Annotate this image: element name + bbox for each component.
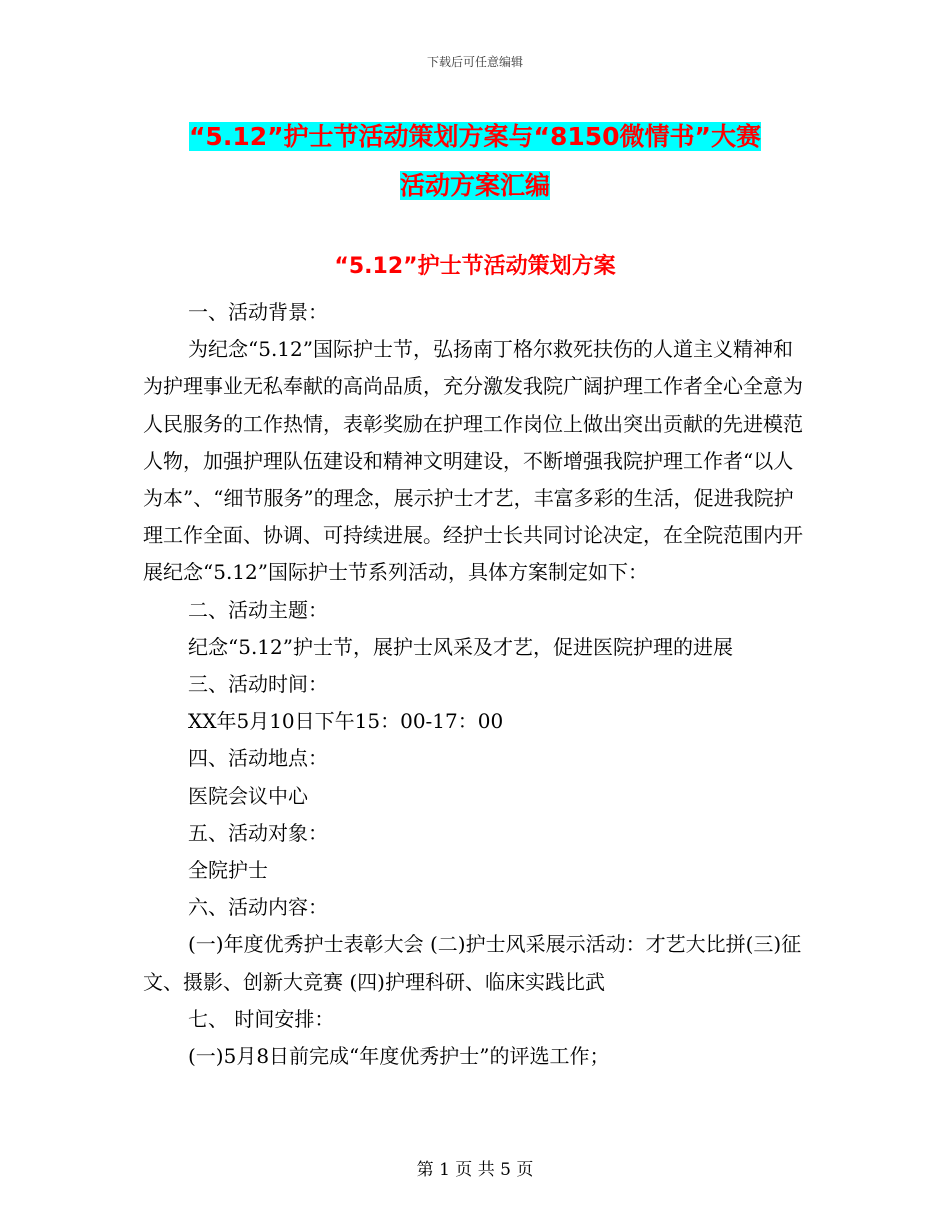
main-title-line-1: “5.12”护士节活动策划方案与“8150微情书”大赛	[189, 122, 761, 151]
heading-background: 一、活动背景：	[188, 300, 328, 324]
section-title: “5.12”护士节活动策划方案	[334, 254, 616, 279]
text-content: (一)年度优秀护士表彰大会 (二)护士风采展示活动：才艺大比拼(三)征文、摄影、创新大竞赛 (四)护理科研、临床实践比武	[143, 932, 802, 994]
heading-place: 四、活动地点：	[188, 746, 328, 771]
heading-schedule: 七、 时间安排：	[188, 1006, 335, 1031]
document-body	[143, 294, 807, 1075]
text-schedule-item-1: (一)5月8日前完成“年度优秀护士”的评选工作；	[188, 1044, 610, 1069]
page-number: 第 1 页 共 5 页	[416, 1160, 534, 1180]
text-place: 医院会议中心	[188, 783, 308, 808]
text-target: 全院护士	[188, 858, 268, 883]
paragraph-background: 为纪念“5.12”国际护士节，弘扬南丁格尔救死扶伤的人道主义精神和为护理事业无私奉献的高尚品质，充分激发我院广阔护理工作者全心全意为人民服务的工作热情，表彰奖励在护理工作岗位上做出突出贡献的先进模范人物，加强护理队伍建设和精神文明建设，不断增强我院护理工作者“以人为本”、“细节服务”的理念，展示护士才艺，丰富多彩的生活，促进我院护理工作全面、协调、可持续进展。经护士长共同讨论决定，在全院范围内开展纪念“5.12”国际护士节系列活动，具体方案制定如下：	[143, 337, 803, 585]
heading-time: 三、活动时间：	[188, 672, 328, 697]
main-title-line-2: 活动方案汇编	[399, 171, 550, 200]
text-time: XX年5月10日下午15：00-17：00	[188, 709, 504, 734]
heading-content: 六、活动内容：	[188, 895, 328, 920]
main-title	[0, 112, 950, 210]
heading-target: 五、活动对象：	[188, 820, 328, 845]
text-theme: 纪念“5.12”护士节，展护士风采及才艺，促进医院护理的进展	[188, 634, 733, 659]
header-note: 下载后可任意编辑	[426, 55, 523, 69]
heading-theme: 二、活动主题：	[188, 597, 328, 622]
